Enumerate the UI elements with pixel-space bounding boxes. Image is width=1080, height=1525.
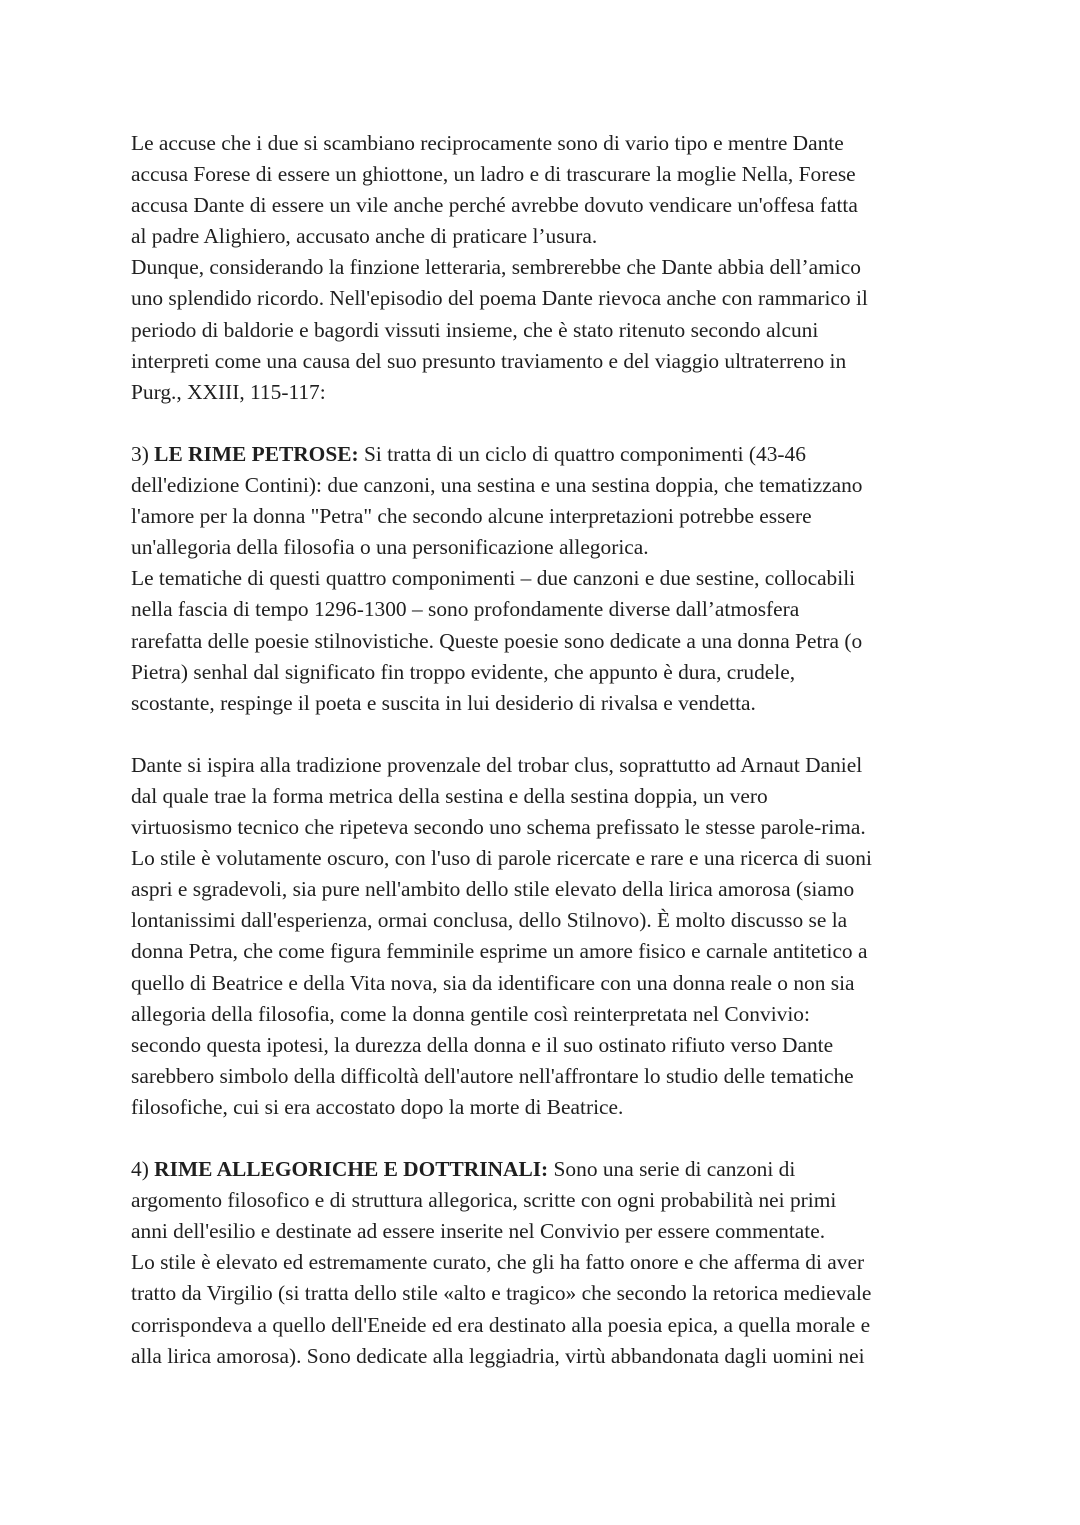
paragraph-trobar-clus [131, 750, 951, 1123]
section-heading: LE RIME PETROSE: [154, 441, 359, 466]
section-rime-allegoriche [131, 1154, 951, 1372]
text-line: rarefatta delle poesie stilnovistiche. Queste poesie sono dedicate a una donna Petra (o [131, 628, 863, 653]
text-line: sarebbero simbolo della difficoltà dell'autore nell'affrontare lo studio delle tematiche [131, 1063, 854, 1088]
text-line: quello di Beatrice e della Vita nova, sia da identificare con una donna reale o non sia [131, 970, 855, 995]
text-line: allegoria della filosofia, come la donna gentile così reinterpretata nel Convivio: [131, 1001, 810, 1026]
text-line: Le tematiche di questi quattro componimenti – due canzoni e due sestine, collocabili [131, 566, 856, 591]
text-line: uno splendido ricordo. Nell'episodio del poema Dante rievoca anche con rammarico il [131, 286, 868, 311]
text-line: argomento filosofico e di struttura allegorica, scritte con ogni probabilità nei primi [131, 1188, 837, 1213]
section-heading: RIME ALLEGORICHE E DOTTRINALI: [154, 1157, 549, 1182]
text-line: scostante, respinge il poeta e suscita in lui desiderio di rivalsa e vendetta. [131, 690, 756, 715]
text-line: dell'edizione Contini): due canzoni, una sestina e una sestina doppia, che tematizzano [131, 473, 863, 498]
text-line: Lo stile è elevato ed estremamente curato, che gli ha fatto onore e che afferma di aver [131, 1250, 865, 1275]
text-line: virtuosismo tecnico che ripeteva secondo uno schema prefissato le stesse parole-rima. [131, 815, 866, 840]
section-number: 4) [131, 1157, 155, 1182]
text-line: lontanissimi dall'esperienza, ormai conclusa, dello Stilnovo). È molto discusso se la [131, 908, 848, 933]
paragraph-spacer [131, 719, 951, 750]
paragraph-forese-accuse [131, 128, 951, 408]
text-line: Le accuse che i due si scambiano reciprocamente sono di vario tipo e mentre Dante [131, 131, 844, 155]
text-line: accusa Dante di essere un vile anche perché avrebbe dovuto vendicare un'offesa fatta [131, 193, 858, 218]
text-line: dal quale trae la forma metrica della sestina e della sestina doppia, un vero [131, 783, 768, 808]
text-line: secondo questa ipotesi, la durezza della donna e il suo ostinato rifiuto verso Dante [131, 1032, 834, 1057]
text-line: anni dell'esilio e destinate ad essere inserite nel Convivio per essere commentate. [131, 1219, 826, 1244]
text-line: Purg., XXIII, 115-117: [131, 379, 326, 404]
text-line: accusa Forese di essere un ghiottone, un ladro e di trascurare la moglie Nella, Forese [131, 162, 856, 187]
text-line: l'amore per la donna "Petra" che secondo alcune interpretazioni potrebbe essere [131, 504, 812, 529]
section-number: 3) [131, 441, 155, 466]
document-page [131, 128, 951, 1372]
text-line: alla lirica amorosa). Sono dedicate alla leggiadria, virtù abbandonata dagli uomini nei [131, 1343, 865, 1368]
text-line: aspri e sgradevoli, sia pure nell'ambito dello stile elevato della lirica amorosa (siamo [131, 877, 855, 902]
section-rime-petrose [131, 439, 951, 719]
text-line: tratto da Virgilio (si tratta dello stile «alto e tragico» che secondo la retorica medievale [131, 1281, 872, 1306]
text-line: Pietra) senhal dal significato fin troppo evidente, che appunto è dura, crudele, [131, 659, 796, 684]
text-fragment: Si tratta di un ciclo di quattro componimenti (43-46 [358, 441, 806, 466]
text-line: un'allegoria della filosofia o una personificazione allegorica. [131, 535, 649, 560]
text-line: al padre Alighiero, accusato anche di praticare l’usura. [131, 224, 598, 249]
text-line: filosofiche, cui si era accostato dopo la morte di Beatrice. [131, 1094, 624, 1119]
text-line: interpreti come una causa del suo presunto traviamento e del viaggio ultraterreno in [131, 348, 847, 373]
text-fragment: Sono una serie di canzoni di [548, 1157, 796, 1182]
text-line: nella fascia di tempo 1296-1300 – sono profondamente diverse dall’atmosfera [131, 597, 800, 622]
text-line: Dante si ispira alla tradizione provenzale del trobar clus, soprattutto ad Arnaut Daniel [131, 752, 863, 777]
text-line: donna Petra, che come figura femminile esprime un amore fisico e carnale antitetico a [131, 939, 868, 964]
text-line: Dunque, considerando la finzione letteraria, sembrerebbe che Dante abbia dell’amico [131, 255, 861, 280]
paragraph-spacer [131, 1123, 951, 1154]
section-heading-line [131, 439, 951, 470]
text-line: corrispondeva a quello dell'Eneide ed era destinato alla poesia epica, a quella morale e [131, 1312, 871, 1337]
text-line: Lo stile è volutamente oscuro, con l'uso di parole ricercate e rare e una ricerca di suoni [131, 846, 872, 871]
text-line: periodo di baldorie e bagordi vissuti insieme, che è stato ritenuto secondo alcuni [131, 317, 819, 342]
section-heading-line [131, 1154, 951, 1185]
paragraph-spacer [131, 408, 951, 439]
